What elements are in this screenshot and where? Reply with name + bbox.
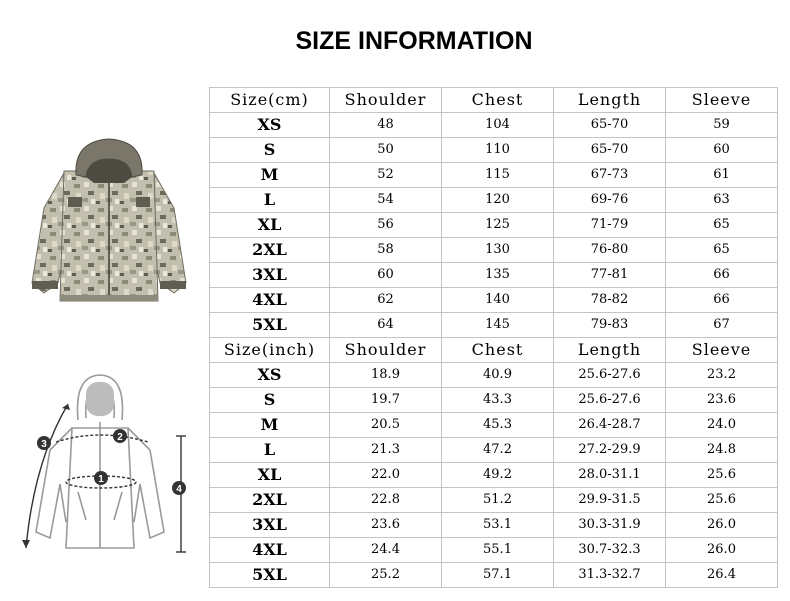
cm-value-cell: 67-73 [554, 163, 666, 188]
cm-size-label: S [210, 138, 330, 163]
inch-size-label: 5XL [210, 563, 330, 588]
inch-value-cell: 25.6-27.6 [554, 363, 666, 388]
cm-value-cell: 140 [442, 288, 554, 313]
inch-value-cell: 21.3 [330, 438, 442, 463]
inch-table-row [210, 363, 778, 388]
inch-header-cell: Size(inch) [210, 338, 330, 363]
measurement-diagram [12, 372, 197, 556]
inch-value-cell: 25.6-27.6 [554, 388, 666, 413]
inch-table-row [210, 538, 778, 563]
inch-value-cell: 29.9-31.5 [554, 488, 666, 513]
cm-table-row [210, 213, 778, 238]
inch-table-row [210, 513, 778, 538]
cm-size-label: 4XL [210, 288, 330, 313]
inch-value-cell: 49.2 [442, 463, 554, 488]
inch-value-cell: 30.7-32.3 [554, 538, 666, 563]
inch-value-cell: 45.3 [442, 413, 554, 438]
inch-value-cell: 23.2 [666, 363, 778, 388]
svg-text:1: 1 [98, 474, 104, 485]
inch-table-row [210, 463, 778, 488]
cm-value-cell: 65 [666, 213, 778, 238]
inch-value-cell: 20.5 [330, 413, 442, 438]
cm-value-cell: 77-81 [554, 263, 666, 288]
cm-value-cell: 71-79 [554, 213, 666, 238]
cm-value-cell: 145 [442, 313, 554, 338]
cm-header-cell: Shoulder [330, 88, 442, 113]
cm-value-cell: 110 [442, 138, 554, 163]
inch-value-cell: 23.6 [666, 388, 778, 413]
inch-size-label: M [210, 413, 330, 438]
inch-value-cell: 26.0 [666, 538, 778, 563]
cm-value-cell: 125 [442, 213, 554, 238]
cm-size-label: XS [210, 113, 330, 138]
inch-size-label: 2XL [210, 488, 330, 513]
cm-header-cell: Chest [442, 88, 554, 113]
inch-value-cell: 30.3-31.9 [554, 513, 666, 538]
cm-value-cell: 65-70 [554, 138, 666, 163]
cm-table-row [210, 238, 778, 263]
cm-size-label: 3XL [210, 263, 330, 288]
inch-table-row [210, 488, 778, 513]
marker-chest [94, 471, 108, 485]
cm-value-cell: 104 [442, 113, 554, 138]
inch-value-cell: 22.8 [330, 488, 442, 513]
cm-value-cell: 50 [330, 138, 442, 163]
inch-size-label: 4XL [210, 538, 330, 563]
cm-table-row [210, 313, 778, 338]
cm-value-cell: 130 [442, 238, 554, 263]
cm-table-row [210, 138, 778, 163]
cm-size-label: M [210, 163, 330, 188]
inch-size-label: 3XL [210, 513, 330, 538]
svg-text:3: 3 [41, 439, 47, 450]
cm-value-cell: 67 [666, 313, 778, 338]
cm-value-cell: 59 [666, 113, 778, 138]
inch-table-row [210, 388, 778, 413]
size-table [209, 87, 778, 588]
inch-value-cell: 19.7 [330, 388, 442, 413]
cm-value-cell: 62 [330, 288, 442, 313]
inch-value-cell: 18.9 [330, 363, 442, 388]
jacket-product-image [24, 133, 194, 321]
marker-sleeve [37, 436, 51, 450]
cm-value-cell: 64 [330, 313, 442, 338]
inch-size-label: XS [210, 363, 330, 388]
cm-value-cell: 61 [666, 163, 778, 188]
cm-value-cell: 60 [666, 138, 778, 163]
cm-value-cell: 65 [666, 238, 778, 263]
cm-value-cell: 54 [330, 188, 442, 213]
inch-value-cell: 51.2 [442, 488, 554, 513]
inch-header-cell: Sleeve [666, 338, 778, 363]
cm-value-cell: 65-70 [554, 113, 666, 138]
inch-header-cell: Length [554, 338, 666, 363]
inch-table-row [210, 413, 778, 438]
marker-shoulder [113, 429, 127, 443]
inch-value-cell: 25.2 [330, 563, 442, 588]
cm-value-cell: 52 [330, 163, 442, 188]
inch-value-cell: 40.9 [442, 363, 554, 388]
inch-table-row [210, 438, 778, 463]
inch-value-cell: 55.1 [442, 538, 554, 563]
cm-value-cell: 66 [666, 263, 778, 288]
inch-value-cell: 26.4-28.7 [554, 413, 666, 438]
cm-value-cell: 66 [666, 288, 778, 313]
cm-table-row [210, 288, 778, 313]
cm-value-cell: 135 [442, 263, 554, 288]
cm-value-cell: 56 [330, 213, 442, 238]
inch-value-cell: 28.0-31.1 [554, 463, 666, 488]
inch-header-row [210, 338, 778, 363]
inch-value-cell: 25.6 [666, 488, 778, 513]
cm-value-cell: 78-82 [554, 288, 666, 313]
cm-table-row [210, 163, 778, 188]
cm-size-label: XL [210, 213, 330, 238]
inch-header-cell: Shoulder [330, 338, 442, 363]
inch-value-cell: 24.4 [330, 538, 442, 563]
inch-table-row [210, 563, 778, 588]
inch-value-cell: 26.4 [666, 563, 778, 588]
cm-header-cell: Sleeve [666, 88, 778, 113]
inch-value-cell: 43.3 [442, 388, 554, 413]
cm-value-cell: 120 [442, 188, 554, 213]
cm-value-cell: 48 [330, 113, 442, 138]
cm-value-cell: 58 [330, 238, 442, 263]
inch-value-cell: 24.0 [666, 413, 778, 438]
cm-size-label: 5XL [210, 313, 330, 338]
inch-value-cell: 22.0 [330, 463, 442, 488]
cm-value-cell: 63 [666, 188, 778, 213]
inch-value-cell: 27.2-29.9 [554, 438, 666, 463]
inch-value-cell: 53.1 [442, 513, 554, 538]
cm-size-label: L [210, 188, 330, 213]
cm-header-row [210, 88, 778, 113]
inch-value-cell: 23.6 [330, 513, 442, 538]
cm-table-row [210, 263, 778, 288]
cm-header-cell: Size(cm) [210, 88, 330, 113]
inch-value-cell: 25.6 [666, 463, 778, 488]
inch-size-label: L [210, 438, 330, 463]
inch-size-label: S [210, 388, 330, 413]
cm-table-row [210, 188, 778, 213]
cm-value-cell: 79-83 [554, 313, 666, 338]
inch-value-cell: 31.3-32.7 [554, 563, 666, 588]
marker-length [172, 481, 186, 495]
cm-value-cell: 115 [442, 163, 554, 188]
cm-value-cell: 60 [330, 263, 442, 288]
page-title: SIZE INFORMATION [295, 27, 533, 55]
cm-value-cell: 69-76 [554, 188, 666, 213]
inch-value-cell: 24.8 [666, 438, 778, 463]
cm-header-cell: Length [554, 88, 666, 113]
svg-text:4: 4 [176, 484, 182, 495]
inch-size-label: XL [210, 463, 330, 488]
cm-value-cell: 76-80 [554, 238, 666, 263]
svg-text:2: 2 [117, 432, 123, 443]
inch-value-cell: 26.0 [666, 513, 778, 538]
inch-value-cell: 47.2 [442, 438, 554, 463]
inch-header-cell: Chest [442, 338, 554, 363]
inch-value-cell: 57.1 [442, 563, 554, 588]
cm-size-label: 2XL [210, 238, 330, 263]
cm-table-row [210, 113, 778, 138]
